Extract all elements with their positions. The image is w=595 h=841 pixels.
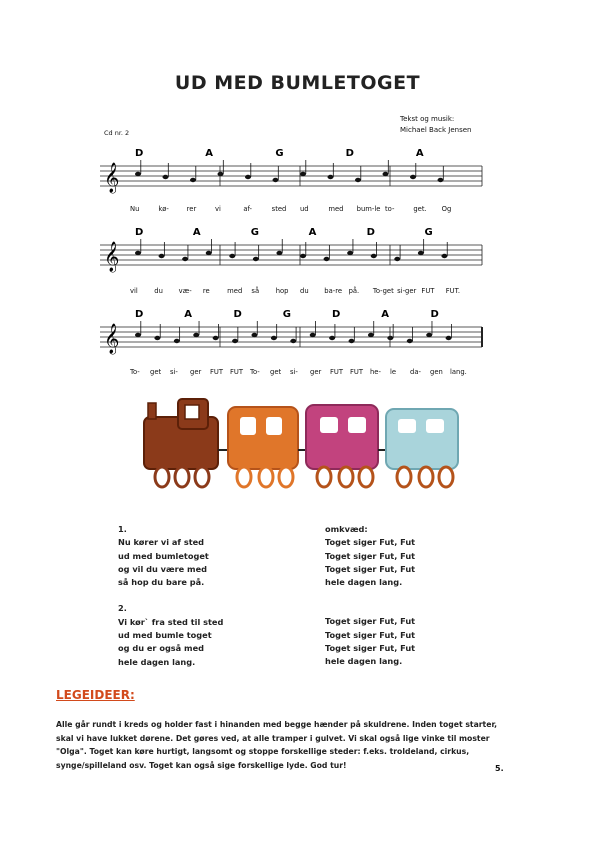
note-head	[290, 339, 296, 343]
lyric-syllable: ger	[190, 368, 202, 376]
verse-line: og du er også med	[118, 643, 204, 654]
lyric-syllable: sted	[271, 205, 287, 213]
chorus-line: Toget siger Fut, Fut	[325, 550, 416, 561]
note-head	[328, 175, 334, 179]
lyric-syllable: To-	[250, 368, 260, 376]
lyric-syllable: ud	[300, 205, 309, 213]
verse-line: hele dagen lang.	[118, 656, 196, 667]
chord-symbol: D	[332, 309, 341, 320]
note-head	[182, 257, 188, 261]
note-head	[135, 333, 141, 337]
verse-number: 1.	[118, 524, 127, 534]
lyric-syllable: get	[150, 368, 162, 376]
lyric-syllable: FUT	[330, 368, 344, 376]
lyric-syllable: si-	[170, 368, 178, 376]
treble-clef-icon: 𝄞	[104, 163, 120, 193]
note-head	[193, 333, 199, 337]
verse-2	[118, 602, 223, 668]
wagon-magenta	[306, 405, 378, 487]
note-head	[426, 333, 432, 337]
lyric-syllable: re	[202, 287, 210, 295]
lyric-syllable: med	[227, 287, 243, 295]
note-head	[253, 257, 259, 261]
legeideer-line: "Olga". Toget kan køre hurtigt, langsomt og stoppe forskellige steder: f.eks. troldeland, cirkus,	[56, 747, 470, 756]
lyric-syllable: le	[390, 368, 397, 376]
lyric-syllable: på.	[348, 287, 360, 295]
chorus-line: Toget siger Fut, Fut	[325, 629, 416, 640]
note-head	[229, 254, 235, 258]
note-head	[394, 257, 400, 261]
lyric-syllable: Nu	[130, 205, 140, 213]
chord-symbol: G	[250, 227, 260, 238]
chorus-line: Toget siger Fut, Fut	[325, 563, 416, 574]
verse-line: Vi kør` fra sted til sted	[118, 616, 224, 627]
lyric-syllable: du	[154, 287, 163, 295]
note-head	[218, 172, 224, 176]
chorus-line: hele dagen lang.	[325, 656, 403, 667]
note-head	[190, 178, 196, 182]
sheet-music	[0, 0, 595, 400]
lyric-syllable: FUT	[230, 368, 244, 376]
note-head	[245, 175, 251, 179]
legeideer-line: synge/spilleland osv. Toget kan også sige forskellige lyde. God tur!	[56, 760, 347, 770]
legeideer-line: Alle går rundt i kreds og holder fast i hinanden med begge hænder på skuldrene. Inden toget starter,	[56, 720, 498, 729]
lyric-syllable: vil	[130, 287, 138, 295]
note-head	[174, 339, 180, 343]
verse-line: ud med bumle toget	[118, 630, 212, 641]
note-head	[347, 251, 353, 255]
note-head	[135, 251, 141, 255]
lyric-syllable: af-	[243, 205, 252, 213]
credit-label: Tekst og musik:	[400, 115, 455, 123]
note-head	[410, 175, 416, 179]
chord-symbol: D	[135, 309, 144, 320]
lyric-syllable: bum-le	[356, 205, 381, 213]
note-head	[163, 175, 169, 179]
chord-symbol: A	[381, 309, 390, 320]
chorus-2	[325, 615, 415, 668]
chord-symbol: A	[415, 148, 424, 159]
note-head	[438, 178, 444, 182]
chord-symbol: A	[192, 227, 201, 238]
note-head	[349, 339, 355, 343]
verses-left	[118, 523, 223, 669]
chorus-line: hele dagen lang.	[325, 577, 403, 588]
lyric-syllable: To-	[130, 368, 140, 376]
lyric-syllable: si-	[290, 368, 298, 376]
lyric-syllable: gen	[430, 368, 443, 376]
chord-symbol: D	[430, 309, 439, 320]
lyric-syllable: rer	[186, 205, 197, 213]
note-head	[355, 178, 361, 182]
note-head	[135, 172, 141, 176]
lyric-syllable: ger	[310, 368, 322, 376]
note-head	[300, 254, 306, 258]
note-head	[206, 251, 212, 255]
staff-3	[100, 309, 482, 355]
chorus-line: Toget siger Fut, Fut	[325, 537, 416, 548]
verses-right	[325, 523, 415, 669]
chord-symbol: A	[184, 309, 193, 320]
lyrics-row-1	[0, 205, 595, 215]
lyrics-row-2	[0, 287, 595, 297]
staff-2	[100, 227, 482, 273]
lyric-syllable: si-ger	[397, 287, 417, 295]
note-head	[213, 336, 219, 340]
chorus-1	[325, 523, 415, 589]
chord-symbol: G	[424, 227, 433, 238]
verse-line: og vil du være med	[118, 563, 207, 574]
lyric-syllable: FUT.	[445, 287, 461, 295]
song-title: UD MED BUMLETOGET	[174, 72, 421, 94]
lyric-syllable: FUT	[210, 368, 224, 376]
chord-symbol: D	[233, 309, 242, 320]
verse-line: Nu kører vi af sted	[118, 537, 205, 548]
note-head	[324, 257, 330, 261]
note-head	[407, 339, 413, 343]
note-head	[383, 172, 389, 176]
lyric-syllable: kø-	[158, 205, 169, 213]
lyric-syllable: vi	[215, 205, 221, 213]
train-drawing	[130, 395, 475, 505]
lyric-syllable: get	[270, 368, 282, 376]
note-head	[371, 254, 377, 258]
credit-author: Michael Back Jensen	[400, 126, 472, 134]
chord-symbol: D	[135, 227, 144, 238]
note-head	[276, 251, 282, 255]
lyric-syllable: FUT	[421, 287, 435, 295]
note-head	[251, 333, 257, 337]
note-head	[159, 254, 165, 258]
lyric-syllable: så	[251, 287, 260, 295]
lyric-syllable: get.	[413, 205, 427, 213]
legeideer-heading: LEGEIDEER:	[56, 688, 135, 702]
chorus-label: omkvæd:	[325, 524, 368, 534]
verse-1	[118, 523, 223, 589]
locomotive	[144, 399, 218, 487]
note-head	[441, 254, 447, 258]
note-head	[329, 336, 335, 340]
wagon-orange	[228, 407, 298, 487]
lyric-syllable: Og	[441, 205, 452, 213]
chorus-line: Toget siger Fut, Fut	[325, 616, 416, 627]
treble-clef-icon: 𝄞	[104, 242, 120, 272]
lyric-syllable: hop	[275, 287, 289, 295]
lyric-syllable: To-get	[372, 287, 394, 295]
note-head	[368, 333, 374, 337]
lyric-syllable: to-	[385, 205, 395, 213]
note-head	[418, 251, 424, 255]
staff-1	[100, 148, 482, 194]
note-head	[154, 336, 160, 340]
lyric-syllable: du	[300, 287, 309, 295]
note-head	[300, 172, 306, 176]
treble-clef-icon: 𝄞	[104, 324, 120, 354]
chord-symbol: G	[275, 148, 284, 159]
chord-symbol: G	[282, 309, 291, 320]
lyric-syllable: FUT	[350, 368, 364, 376]
note-head	[273, 178, 279, 182]
lyric-syllable: med	[328, 205, 344, 213]
lyric-syllable: ba-re	[324, 287, 343, 295]
legeideer-text	[56, 718, 516, 772]
chord-symbol: D	[135, 148, 144, 159]
note-head	[446, 336, 452, 340]
lyric-syllable: he-	[370, 368, 381, 376]
legeideer-line: skal vi have lukket dørene. Det gøres ved, at alle tramper i gulvet. Vi skal også lige vinke til moster	[56, 733, 490, 743]
cd-number: Cd nr. 2	[104, 129, 130, 137]
note-head	[310, 333, 316, 337]
wagon-blue	[386, 409, 458, 487]
note-head	[271, 336, 277, 340]
chord-symbol: D	[366, 227, 375, 238]
chord-symbol: A	[205, 148, 213, 159]
verse-line: ud med bumletoget	[118, 550, 209, 561]
page-number: 5.	[495, 764, 504, 773]
chord-symbol: D	[345, 148, 354, 159]
lyric-syllable: da-	[410, 368, 421, 376]
verse-number: 2.	[118, 603, 127, 614]
lyric-syllable: væ-	[178, 287, 192, 295]
chord-symbol: A	[308, 227, 317, 238]
chorus-line: Toget siger Fut, Fut	[325, 643, 416, 654]
note-head	[232, 339, 238, 343]
lyric-syllable: lang.	[450, 368, 467, 376]
verse-line: så hop du bare på.	[118, 577, 205, 588]
lyrics-row-3	[0, 368, 595, 378]
